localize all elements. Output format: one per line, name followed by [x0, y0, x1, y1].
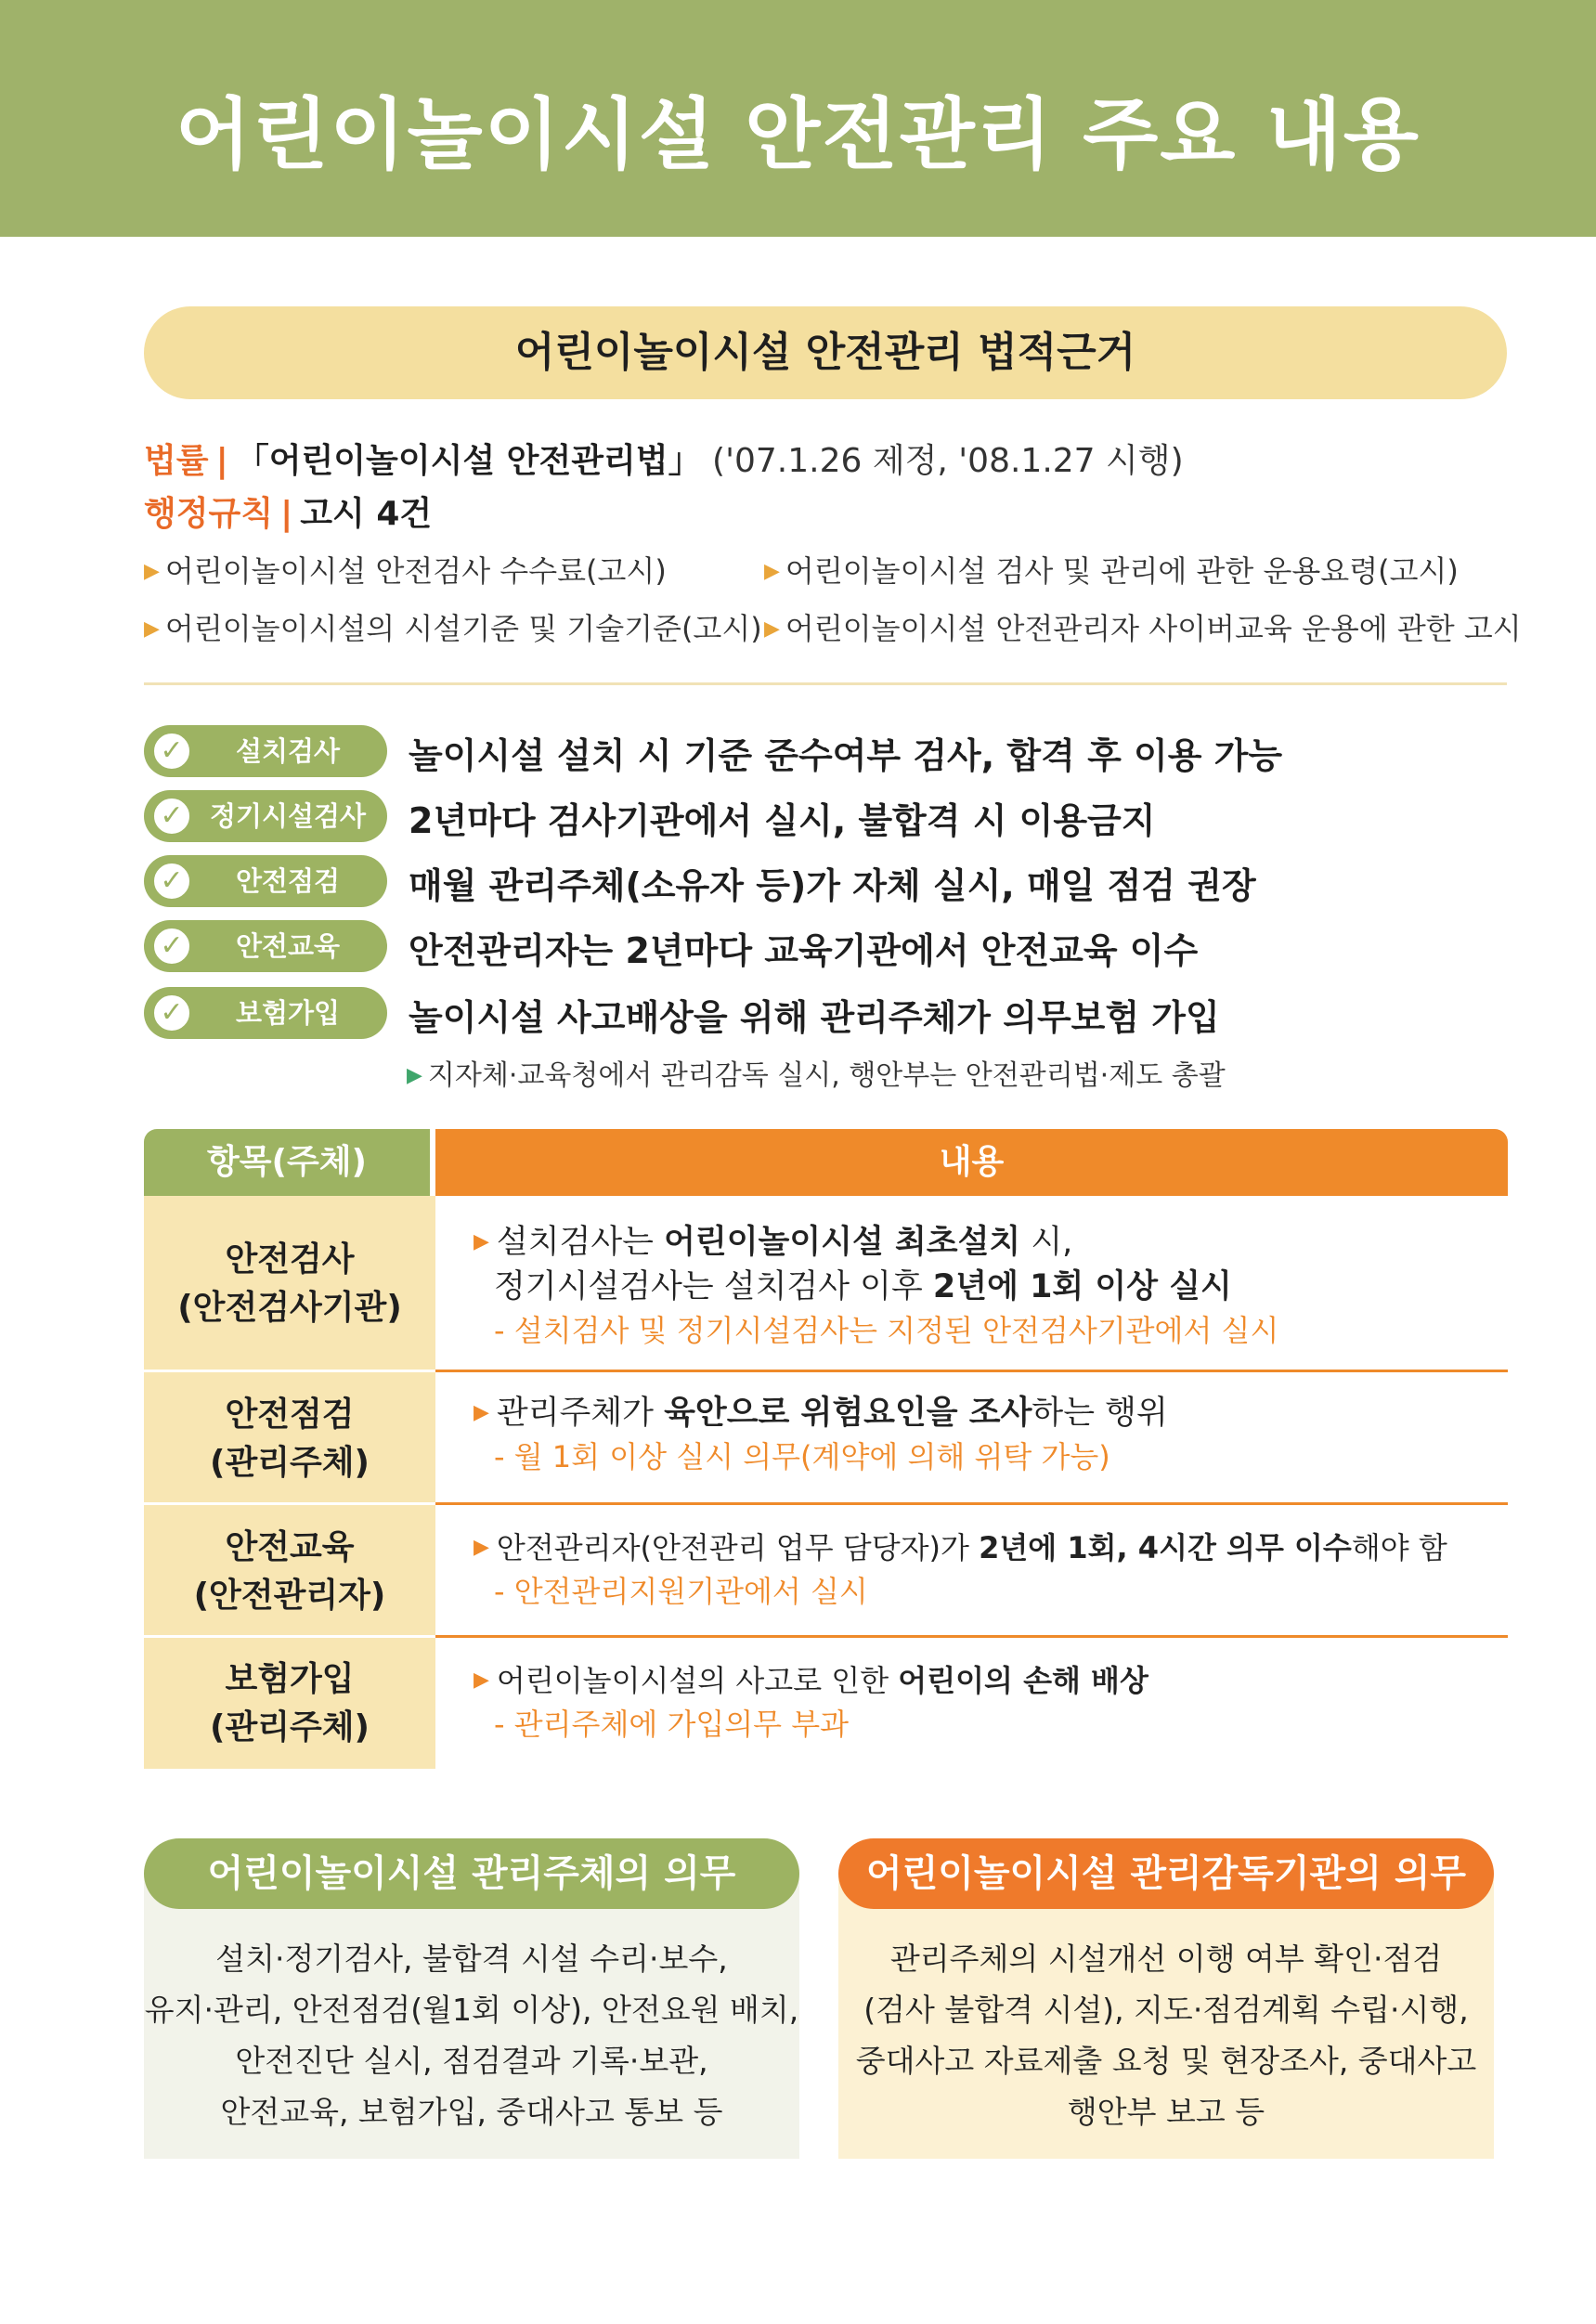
law-name: 「어린이놀이시설 안전관리법」 — [235, 442, 702, 480]
notice-item: ▶ 어린이놀이시설의 시설기준 및 기술기준(고시) — [144, 611, 762, 646]
supervisor-duties-box — [838, 1838, 1494, 2159]
legal-basis-heading — [144, 306, 1507, 399]
admin-rule-line — [144, 487, 432, 535]
triangle-bullet-icon: ▶ — [144, 560, 160, 583]
table-row-item: 안전검사 (안전검사기관) — [144, 1196, 435, 1372]
triangle-bullet-icon: ▶ — [474, 1230, 489, 1253]
table-header-item: 항목(주체) — [144, 1129, 430, 1196]
table-header-content: 내용 — [435, 1129, 1508, 1196]
supervisor-duties-body: 관리주체의 시설개선 이행 여부 확인·점검 (검사 불합격 시설), 지도·점검계획 수립·시행, 중대사고 자료제출 요청 및 현장조사, 중대사고 행안부 보고 등 — [838, 1874, 1494, 2159]
triangle-bullet-icon: ▶ — [474, 1401, 489, 1424]
triangle-bullet-icon: ▶ — [764, 617, 780, 641]
checklist-badge: ✓ 정기시설검사 — [144, 790, 387, 842]
law-dates: ('07.1.26 제정, '08.1.27 시행) — [712, 442, 1184, 480]
triangle-bullet-icon: ▶ — [764, 560, 780, 583]
table-row-subnote: - 안전관리지원기관에서 실시 — [494, 1574, 868, 1609]
legal-basis-title: 어린이놀이시설 안전관리 법적근거 — [514, 329, 1136, 376]
table-row-content: ▶ 어린이놀이시설의 사고로 인한 어린이의 손해 배상 - 관리주체에 가입의무 부과 — [474, 1658, 1489, 1746]
checklist-badge: ✓ 안전교육 — [144, 920, 387, 972]
law-label: 법률 — [144, 442, 209, 480]
admin-rule-label: 행정규칙 — [144, 495, 274, 533]
notice-item: ▶ 어린이놀이시설 안전검사 수수료(고시) — [144, 553, 667, 589]
checklist-item — [144, 920, 1509, 972]
top-banner — [0, 0, 1596, 237]
checklist-note: ▶ 지자체·교육청에서 관리감독 실시, 행안부는 안전관리법·제도 총괄 — [407, 1059, 1226, 1092]
table-row-subnote: - 관리주체에 가입의무 부과 — [494, 1707, 850, 1742]
table-row-item: 안전점검 (관리주체) — [144, 1372, 435, 1505]
divider — [144, 682, 1507, 685]
checklist-text: 놀이시설 설치 시 기준 준수여부 검사, 합격 후 이용 가능 — [409, 735, 1283, 776]
table-row — [144, 1196, 1508, 1372]
check-circle-icon: ✓ — [149, 794, 194, 838]
owner-duties-body: 설치·정기검사, 불합격 시설 수리·보수, 유지·관리, 안전점검(월1회 이상), 안전요원 배치, 안전진단 실시, 점검결과 기록·보관, 안전교육, 보험가입, 중대사고 통보 등 — [144, 1874, 799, 2159]
check-circle-icon: ✓ — [149, 859, 194, 903]
table-row-subnote: - 월 1회 이상 실시 의무(계약에 의해 위탁 가능) — [494, 1439, 1110, 1474]
checklist-item — [144, 725, 1509, 777]
supervisor-duties-title: 어린이놀이시설 관리감독기관의 의무 — [838, 1838, 1494, 1909]
table-row — [144, 1372, 1508, 1505]
triangle-bullet-icon: ▶ — [474, 1668, 489, 1692]
triangle-bullet-icon: ▶ — [407, 1064, 422, 1087]
owner-duties-title: 어린이놀이시설 관리주체의 의무 — [144, 1838, 799, 1909]
checklist-badge: ✓ 안전점검 — [144, 855, 387, 907]
checklist-text: 놀이시설 사고배상을 위해 관리주체가 의무보험 가입 — [409, 997, 1220, 1038]
triangle-bullet-icon: ▶ — [474, 1536, 489, 1559]
owner-duties-box — [144, 1838, 799, 2159]
table-row-content: ▶ 안전관리자(안전관리 업무 담당자)가 2년에 1회, 4시간 의무 이수해야 함 - 안전관리지원기관에서 실시 — [474, 1526, 1489, 1613]
checklist-badge: ✓ 보험가입 — [144, 987, 387, 1039]
admin-rule-value: 고시 4건 — [300, 495, 433, 533]
check-circle-icon: ✓ — [149, 729, 194, 773]
page-title: 어린이놀이시설 안전관리 주요 내용 — [175, 89, 1421, 180]
checklist-text: 안전관리자는 2년마다 교육기관에서 안전교육 이수 — [409, 930, 1199, 971]
checklist-item — [144, 987, 1509, 1039]
law-separator: | — [215, 442, 228, 480]
triangle-bullet-icon: ▶ — [144, 617, 160, 641]
table-row — [144, 1638, 1508, 1769]
notice-item: ▶ 어린이놀이시설 검사 및 관리에 관한 운용요령(고시) — [764, 553, 1459, 589]
table-row-content: ▶ 설치검사는 어린이놀이시설 최초설치 시, 정기시설검사는 설치검사 이후 2년에 1회 이상 실시 - 설치검사 및 정기시설검사는 지정된 안전검사기관에서 실시 — [474, 1220, 1489, 1352]
table-row — [144, 1505, 1508, 1638]
table-row-content: ▶ 관리주체가 육안으로 위험요인을 조사하는 행위 - 월 1회 이상 실시 의무(계약에 의해 위탁 가능) — [474, 1391, 1489, 1478]
checklist-item — [144, 790, 1509, 842]
checklist-item — [144, 855, 1509, 907]
law-line — [144, 435, 1184, 482]
table-row-item: 보험가입 (관리주체) — [144, 1638, 435, 1769]
table-row-item: 안전교육 (안전관리자) — [144, 1505, 435, 1638]
checklist-badge: ✓ 설치검사 — [144, 725, 387, 777]
check-circle-icon: ✓ — [149, 991, 194, 1035]
admin-rule-separator: | — [280, 495, 293, 533]
notice-item: ▶ 어린이놀이시설 안전관리자 사이버교육 운용에 관한 고시 — [764, 611, 1522, 646]
checklist-text: 매월 관리주체(소유자 등)가 자체 실시, 매일 점검 권장 — [409, 865, 1256, 906]
check-circle-icon: ✓ — [149, 924, 194, 968]
table-row-subnote: - 설치검사 및 정기시설검사는 지정된 안전검사기관에서 실시 — [494, 1313, 1279, 1348]
checklist-text: 2년마다 검사기관에서 실시, 불합격 시 이용금지 — [409, 800, 1156, 841]
